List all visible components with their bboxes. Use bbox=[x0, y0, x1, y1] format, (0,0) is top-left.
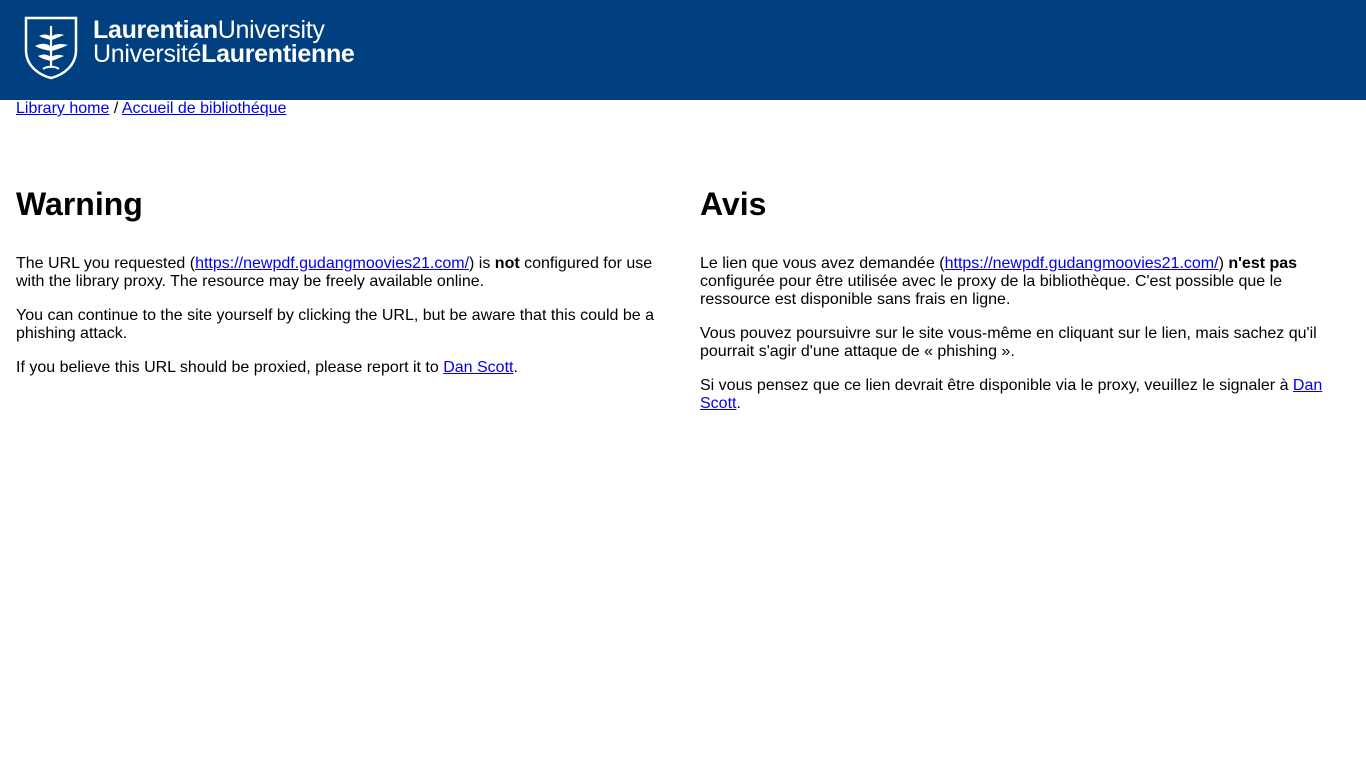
wordmark-line-english bbox=[93, 18, 355, 42]
library-home-link[interactable]: Library home bbox=[16, 100, 110, 117]
en-p3-before: If you believe this URL should be proxied, please report it to bbox=[16, 359, 444, 376]
en-p3-after: . bbox=[513, 359, 518, 376]
fr-p1-before: Le lien que vous avez demandée ( bbox=[700, 255, 945, 272]
english-paragraph-2: You can continue to the site yourself by clicking the URL, but be aware that this could be a phishing attack. bbox=[16, 307, 655, 342]
french-paragraph-3 bbox=[700, 377, 1350, 413]
french-paragraph-2: Vous pouvez poursuivre sur le site vous-même en cliquant sur le lien, mais sachez qu'il pourrait s'agir d'une attaque de « phishing ». bbox=[700, 325, 1317, 360]
avis-heading: Avis bbox=[700, 186, 767, 222]
wordmark-line-french bbox=[93, 42, 355, 66]
warning-heading: Warning bbox=[16, 186, 143, 222]
site-header bbox=[0, 0, 1366, 100]
fr-p1-after: configurée pour être utilisée avec le proxy de la bibliothèque. C'est possible que le ressource est disponible sans frais en ligne. bbox=[700, 273, 1283, 308]
french-requested-url-link[interactable]: https://newpdf.gudangmoovies21.com/ bbox=[944, 255, 1219, 272]
content-columns bbox=[16, 186, 1350, 429]
wordmark-laurentienne: Laurentienne bbox=[201, 40, 355, 68]
english-paragraph-1 bbox=[16, 255, 666, 291]
breadcrumb-separator: / bbox=[113, 100, 119, 117]
english-contact-link[interactable]: Dan Scott bbox=[443, 359, 514, 376]
breadcrumb bbox=[16, 100, 286, 118]
wordmark-university: University bbox=[217, 16, 325, 44]
french-paragraph-1 bbox=[700, 255, 1350, 309]
french-column bbox=[700, 186, 1350, 429]
english-column bbox=[16, 186, 666, 429]
wordmark-laurentian: Laurentian bbox=[93, 16, 218, 44]
fr-p3-after: . bbox=[736, 395, 741, 412]
en-p1-before: The URL you requested ( bbox=[16, 255, 196, 272]
wordmark-universite: Université bbox=[93, 40, 202, 68]
university-wordmark bbox=[93, 18, 355, 66]
fr-p1-mid: ) bbox=[1218, 255, 1229, 272]
french-contact-link[interactable]: Dan Scott bbox=[700, 377, 1323, 412]
fr-p1-bold: n'est pas bbox=[1228, 255, 1298, 272]
en-p1-mid: ) is bbox=[469, 255, 495, 272]
en-p1-bold: not bbox=[494, 255, 520, 272]
fr-p3-before: Si vous pensez que ce lien devrait être disponible via le proxy, veuillez le signaler à bbox=[700, 377, 1293, 394]
english-paragraph-3 bbox=[16, 359, 666, 377]
accueil-bibliotheque-link[interactable]: Accueil de bibliothéque bbox=[121, 100, 287, 117]
en-p1-after: configured for use with the library proxy. The resource may be freely available online. bbox=[16, 255, 653, 290]
english-requested-url-link[interactable]: https://newpdf.gudangmoovies21.com/ bbox=[195, 255, 470, 272]
shield-logo-icon bbox=[23, 16, 79, 80]
university-logo[interactable] bbox=[23, 16, 355, 80]
